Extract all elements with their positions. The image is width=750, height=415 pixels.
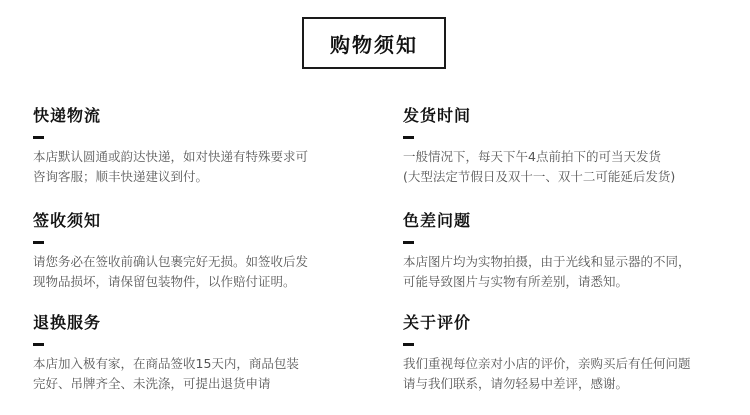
section-body [33,354,363,394]
section-heading: 签收须知 [33,211,102,230]
heading-dash [403,343,414,346]
heading-dash [403,241,414,244]
section-heading: 快递物流 [33,106,102,125]
section-heading: 发货时间 [403,106,472,125]
body-line: 完好、吊牌齐全、未洗涤，可提出退货申请 [33,376,271,391]
section-body [403,354,733,394]
section-shipping [33,106,363,187]
body-line: 本店图片均为实物拍摄，由于光线和显示器的不同， [403,254,691,269]
body-line: 一般情况下，每天下午4点前拍下的可当天发货 [403,149,661,164]
page-title-box [302,17,446,69]
body-line: 现物品损坏，请保留包装物件，以作赔付证明。 [33,274,296,289]
body-line: 本店默认圆通或韵达快递，如对快递有特殊要求可 [33,149,309,164]
heading-dash [33,136,44,139]
page-title: 购物须知 [330,32,418,57]
section-signing [33,211,363,292]
heading-dash [403,136,414,139]
body-line: 本店加入极有家，在商品签收15天内，商品包装 [33,356,299,371]
body-line: 我们重视每位亲对小店的评价，亲购买后有任何问题 [403,356,691,371]
section-delivery-time [403,106,733,187]
section-heading: 退换服务 [33,313,102,332]
section-returns [33,313,363,394]
body-line: (大型法定节假日及双十一、双十二可能延后发货) [403,169,676,184]
body-line: 请与我们联系，请勿轻易中差评，感谢。 [403,376,629,391]
section-reviews [403,313,733,394]
heading-dash [33,343,44,346]
heading-dash [33,241,44,244]
section-color-difference [403,211,733,292]
section-body [403,147,733,187]
body-line: 请您务必在签收前确认包裹完好无损。如签收后发 [33,254,309,269]
section-body [33,252,363,292]
body-line: 可能导致图片与实物有所差别，请悉知。 [403,274,629,289]
section-body [33,147,363,187]
section-heading: 色差问题 [403,211,472,230]
body-line: 咨询客服；顺丰快递建议到付。 [33,169,209,184]
section-body [403,252,733,292]
section-heading: 关于评价 [403,313,472,332]
